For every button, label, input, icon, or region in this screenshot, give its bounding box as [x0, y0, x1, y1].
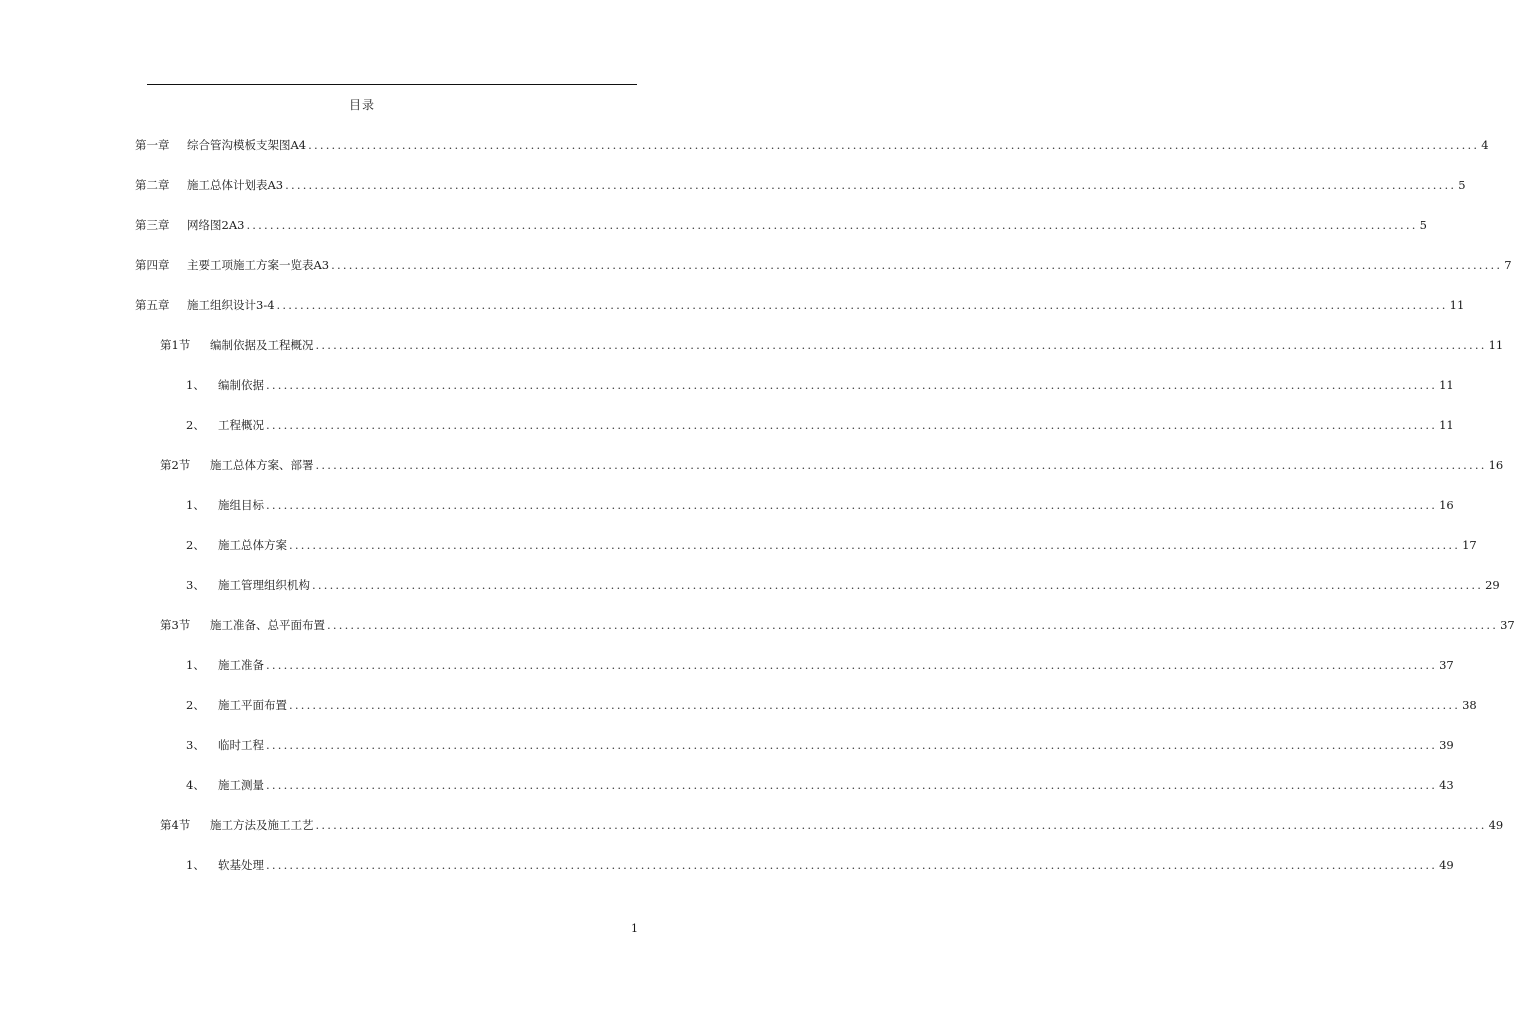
toc-leader-dots: ........................................................................................................................................................................................................: [246, 218, 1418, 232]
toc-entry-title: 施工测量: [218, 778, 264, 792]
toc-entry-page: 43: [1439, 778, 1454, 792]
toc-entry-page: 49: [1439, 858, 1454, 872]
toc-leader-dots: ........................................................................................................................................................................................................: [315, 458, 1487, 472]
toc-entry-title: 主要工项施工方案一览表A3: [187, 258, 330, 272]
toc-entry-page: 11: [1449, 298, 1465, 312]
toc-entry-title: 施工总体方案: [218, 538, 287, 552]
toc-leader-dots: ........................................................................................................................................................................................................: [312, 578, 1484, 592]
toc-entry-title: 施工平面布置: [218, 698, 287, 712]
toc-entry-title: 编制依据及工程概况: [210, 338, 314, 352]
toc-entry-number: 第五章: [135, 298, 170, 312]
toc-entry-title: 施工方法及施工工艺: [210, 818, 314, 832]
toc-entry[interactable]: [186, 697, 1477, 713]
toc-entry[interactable]: [186, 497, 1454, 513]
toc-entry-title: 施组目标: [218, 498, 264, 512]
header-rule: [147, 84, 637, 85]
toc-entry-title: 网络图2A3: [187, 218, 245, 232]
toc-entry-title: 施工总体计划表A3: [187, 178, 284, 192]
toc-entry[interactable]: [135, 297, 1465, 313]
toc-entry-page: 5: [1419, 218, 1427, 232]
toc-entry-page: 11: [1488, 338, 1504, 352]
toc-leader-dots: ........................................................................................................................................................................................................: [266, 738, 1438, 752]
toc-entry-number: 1、: [186, 658, 205, 672]
toc-entry-number: 3、: [186, 738, 205, 752]
toc-entry[interactable]: [186, 577, 1500, 593]
toc-entry[interactable]: [186, 857, 1454, 873]
toc-entry-page: 17: [1462, 538, 1477, 552]
toc-entry-title: 综合管沟模板支架图A4: [187, 138, 307, 152]
toc-entry-number: 1、: [186, 858, 205, 872]
toc-entry-number: 3、: [186, 578, 205, 592]
toc-entry-title: 施工准备、总平面布置: [210, 618, 325, 632]
toc-entry-title: 临时工程: [218, 738, 264, 752]
toc-entry-number: 第1节: [160, 338, 191, 352]
toc-leader-dots: ........................................................................................................................................................................................................: [266, 378, 1438, 392]
toc-entry-number: 1、: [186, 378, 205, 392]
toc-entry-page: 37: [1500, 618, 1515, 632]
toc-entry-number: 第三章: [135, 218, 170, 232]
toc-entry-title: 工程概况: [218, 418, 264, 432]
toc-entry[interactable]: [186, 737, 1454, 753]
toc-entry[interactable]: [186, 377, 1454, 393]
toc-entry[interactable]: [135, 177, 1466, 193]
toc-entry-number: 4、: [186, 778, 205, 792]
toc-leader-dots: ........................................................................................................................................................................................................: [266, 778, 1438, 792]
toc-entry-page: 38: [1462, 698, 1477, 712]
toc-entry-title: 软基处理: [218, 858, 264, 872]
toc-entry-number: 2、: [186, 538, 205, 552]
page-number: 1: [631, 922, 638, 935]
toc-entry-number: 1、: [186, 498, 205, 512]
toc-leader-dots: ........................................................................................................................................................................................................: [289, 698, 1461, 712]
toc-leader-dots: ........................................................................................................................................................................................................: [315, 818, 1487, 832]
toc-entry-number: 第4节: [160, 818, 191, 832]
toc-entry-title: 编制依据: [218, 378, 264, 392]
toc-entry-page: 39: [1439, 738, 1454, 752]
toc-leader-dots: ........................................................................................................................................................................................................: [289, 538, 1461, 552]
toc-entry[interactable]: [160, 817, 1504, 833]
toc-entry-page: 16: [1439, 498, 1454, 512]
toc-leader-dots: ........................................................................................................................................................................................................: [315, 338, 1487, 352]
toc-entry-page: 29: [1485, 578, 1500, 592]
toc-entry[interactable]: [186, 417, 1454, 433]
toc-entry[interactable]: [135, 137, 1489, 153]
toc-title: 目录: [348, 98, 375, 112]
toc-entry-page: 7: [1504, 258, 1512, 272]
toc-entry[interactable]: [186, 777, 1454, 793]
toc-entry[interactable]: [160, 457, 1504, 473]
toc-leader-dots: ........................................................................................................................................................................................................: [276, 298, 1448, 312]
toc-entry-number: 第一章: [135, 138, 170, 152]
toc-entry-title: 施工总体方案、部署: [210, 458, 314, 472]
toc-entry-page: 4: [1481, 138, 1489, 152]
toc-entry-page: 16: [1488, 458, 1504, 472]
toc-entry-number: 第四章: [135, 258, 170, 272]
toc-entry-page: 49: [1488, 818, 1504, 832]
toc-entry[interactable]: [160, 337, 1504, 353]
toc-entry-page: 5: [1458, 178, 1466, 192]
toc-entry-title: 施工管理组织机构: [218, 578, 310, 592]
toc-leader-dots: ........................................................................................................................................................................................................: [285, 178, 1457, 192]
toc-entry-page: 11: [1439, 378, 1454, 392]
toc-entry[interactable]: [135, 217, 1427, 233]
toc-entry-page: 11: [1439, 418, 1454, 432]
toc-entry-number: 第二章: [135, 178, 170, 192]
toc-leader-dots: ........................................................................................................................................................................................................: [266, 658, 1438, 672]
toc-leader-dots: ........................................................................................................................................................................................................: [266, 858, 1438, 872]
toc-entry-number: 第2节: [160, 458, 191, 472]
toc-entry-number: 2、: [186, 418, 205, 432]
toc-leader-dots: ........................................................................................................................................................................................................: [266, 418, 1438, 432]
toc-leader-dots: ........................................................................................................................................................................................................: [331, 258, 1503, 272]
toc-leader-dots: ........................................................................................................................................................................................................: [327, 618, 1499, 632]
toc-entry-number: 第3节: [160, 618, 191, 632]
toc-entry-title: 施工准备: [218, 658, 264, 672]
toc-entry[interactable]: [186, 537, 1477, 553]
toc-leader-dots: ........................................................................................................................................................................................................: [308, 138, 1480, 152]
toc-entry[interactable]: [135, 257, 1512, 273]
toc-entry[interactable]: [186, 657, 1454, 673]
toc-entry-title: 施工组织设计3-4: [187, 298, 275, 312]
toc-entry-number: 2、: [186, 698, 205, 712]
toc-leader-dots: ........................................................................................................................................................................................................: [266, 498, 1438, 512]
toc-entry[interactable]: [160, 617, 1515, 633]
toc-entry-page: 37: [1439, 658, 1454, 672]
